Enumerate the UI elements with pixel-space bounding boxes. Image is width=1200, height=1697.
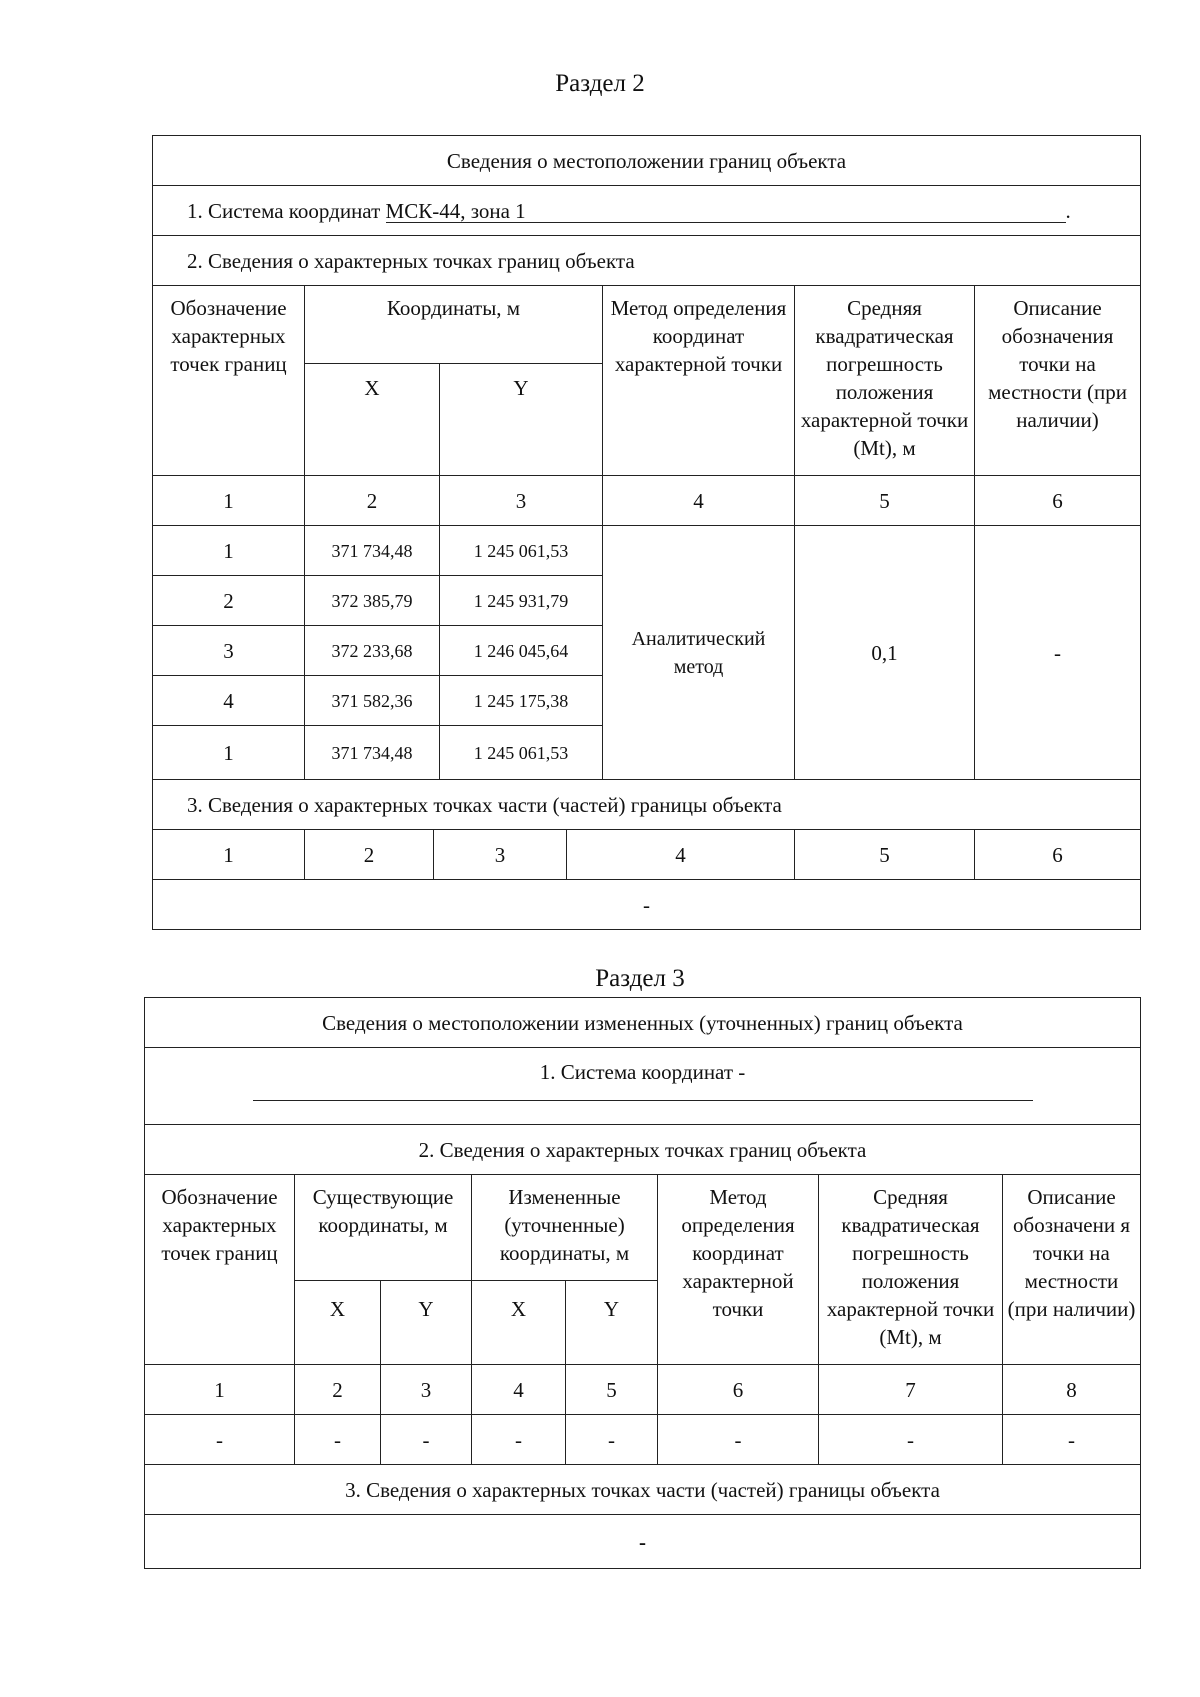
parts-heading: 3. Сведения о характерных точках части (частей) границы объекта (153, 780, 1141, 830)
header-description: Описание обозначения точки на местности (при наличии) (975, 286, 1141, 476)
s3-header-method: Метод определения координат характерной точки (658, 1175, 819, 1365)
s3-header-designation: Обозначение характерных точек границ (145, 1175, 295, 1365)
s3-header-x: X (472, 1281, 566, 1365)
coord-system-line (153, 186, 1141, 236)
s3-col-number: 6 (658, 1365, 819, 1415)
point-id: 4 (153, 676, 305, 726)
s3-header-description: Описание обозначени я точки на местности (при наличии) (1003, 1175, 1141, 1365)
coord-system-label: 1. Система координат (187, 198, 386, 223)
method-value: Аналитический метод (603, 526, 795, 780)
section2-table (152, 135, 1141, 830)
points-heading: 2. Сведения о характерных точках границ объекта (153, 236, 1141, 286)
s3-col-number: 7 (819, 1365, 1003, 1415)
point-id: 1 (153, 526, 305, 576)
point-x: 371 734,48 (305, 726, 440, 780)
header-y: Y (440, 364, 603, 476)
header-designation: Обозначение характерных точек границ (153, 286, 305, 476)
section3-parts-value: - (145, 1515, 1141, 1569)
col-number: 3 (440, 476, 603, 526)
point-y: 1 245 061,53 (440, 526, 603, 576)
s3-header-changed: Измененные (уточненные) координаты, м (472, 1175, 658, 1281)
description-value: - (975, 526, 1141, 780)
point-x: 372 233,68 (305, 626, 440, 676)
error-value: 0,1 (795, 526, 975, 780)
s3-col-number: 2 (295, 1365, 381, 1415)
header-error: Средняя квадратическая погрешность положения характерной точки (Mt), м (795, 286, 975, 476)
parts-value: - (153, 880, 1141, 930)
parts-col-number: 5 (795, 830, 975, 880)
parts-col-number: 6 (975, 830, 1141, 880)
section3-title: Раздел 3 (595, 965, 685, 992)
parts-col-number: 4 (567, 830, 795, 880)
coord-system-end: . (1065, 198, 1071, 223)
section2-title: Раздел 2 (555, 70, 645, 97)
parts-col-number: 3 (434, 830, 567, 880)
point-y: 1 245 931,79 (440, 576, 603, 626)
point-x: 371 734,48 (305, 526, 440, 576)
col-number: 1 (153, 476, 305, 526)
section3-coord-system (145, 1048, 1141, 1125)
s3-header-existing: Существующие координаты, м (295, 1175, 472, 1281)
col-number: 4 (603, 476, 795, 526)
section3-parts-heading: 3. Сведения о характерных точках части (частей) границы объекта (145, 1465, 1141, 1515)
section3-coord-system-blank (253, 1100, 1033, 1101)
point-x: 372 385,79 (305, 576, 440, 626)
section3-points-heading: 2. Сведения о характерных точках границ объекта (145, 1125, 1141, 1175)
s3-header-error: Средняя квадратическая погрешность положения характерной точки (Mt), м (819, 1175, 1003, 1365)
s3-dash-cell: - (145, 1415, 295, 1465)
parts-col-number: 2 (305, 830, 434, 880)
header-x: X (305, 364, 440, 476)
point-y: 1 245 175,38 (440, 676, 603, 726)
s3-dash-cell: - (295, 1415, 381, 1465)
s3-dash-cell: - (472, 1415, 566, 1465)
col-number: 2 (305, 476, 440, 526)
s3-col-number: 3 (381, 1365, 472, 1415)
s3-col-number: 8 (1003, 1365, 1141, 1415)
col-number: 5 (795, 476, 975, 526)
header-method: Метод определения координат характерной точки (603, 286, 795, 476)
s3-dash-cell: - (819, 1415, 1003, 1465)
s3-col-number: 4 (472, 1365, 566, 1415)
section3-table (144, 997, 1141, 1569)
col-number: 6 (975, 476, 1141, 526)
point-x: 371 582,36 (305, 676, 440, 726)
table-row (145, 1415, 1141, 1465)
s3-dash-cell: - (566, 1415, 658, 1465)
section2-parts-table (152, 829, 1141, 930)
s3-dash-cell: - (1003, 1415, 1141, 1465)
s3-dash-cell: - (658, 1415, 819, 1465)
table-row (153, 526, 1141, 576)
coord-system-value: МСК-44, зона 1 (386, 200, 1066, 223)
section2-heading: Сведения о местоположении границ объекта (153, 136, 1141, 186)
point-id: 3 (153, 626, 305, 676)
point-y: 1 245 061,53 (440, 726, 603, 780)
point-id: 1 (153, 726, 305, 780)
header-coords: Координаты, м (305, 286, 603, 364)
s3-header-y: Y (381, 1281, 472, 1365)
point-y: 1 246 045,64 (440, 626, 603, 676)
s3-header-x: X (295, 1281, 381, 1365)
s3-dash-cell: - (381, 1415, 472, 1465)
point-id: 2 (153, 576, 305, 626)
parts-col-number: 1 (153, 830, 305, 880)
s3-col-number: 1 (145, 1365, 295, 1415)
s3-col-number: 5 (566, 1365, 658, 1415)
s3-header-y: Y (566, 1281, 658, 1365)
section3-heading: Сведения о местоположении измененных (уточненных) границ объекта (145, 998, 1141, 1048)
section3-coord-system-label: 1. Система координат - (539, 1060, 746, 1084)
